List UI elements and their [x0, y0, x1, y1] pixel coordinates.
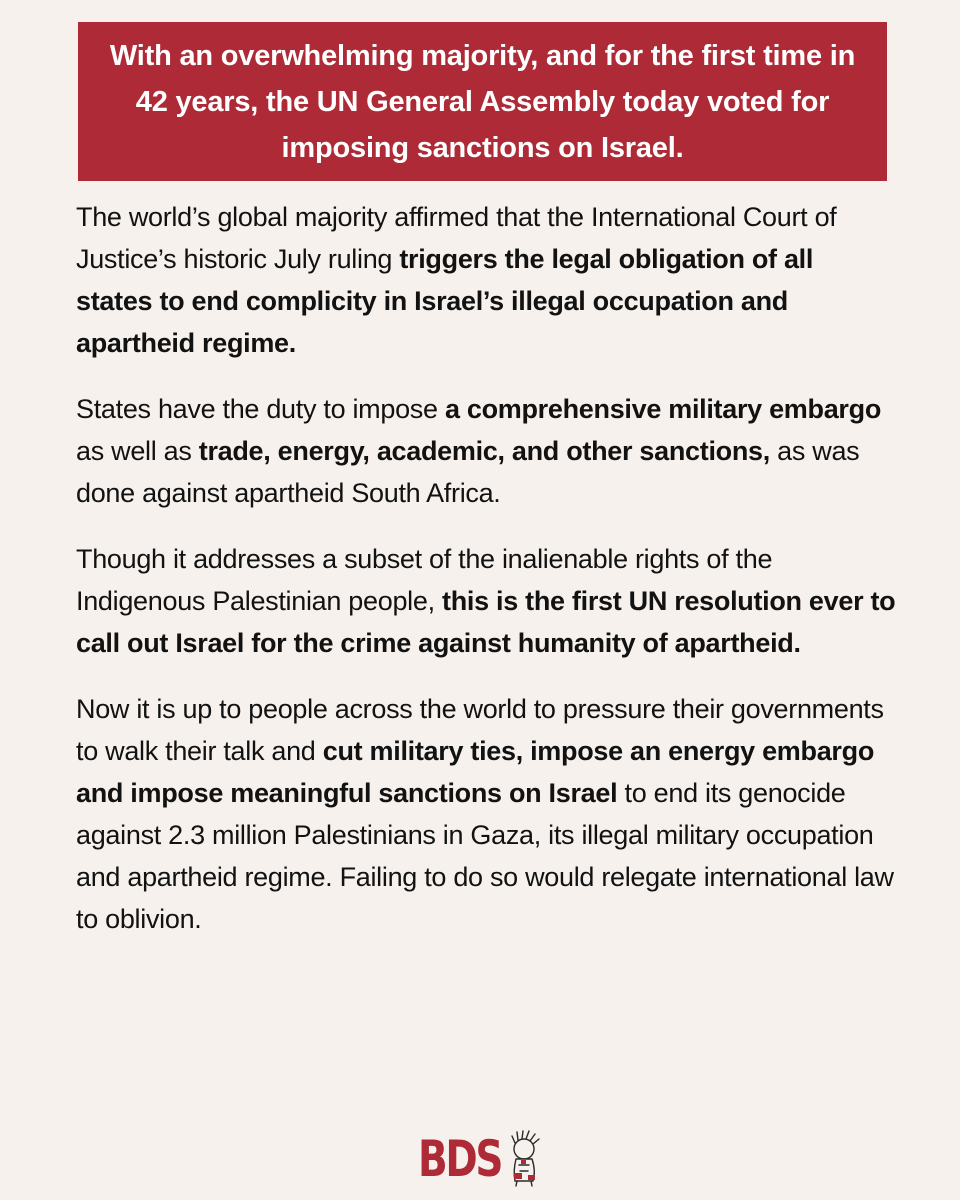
headline-banner [78, 22, 887, 181]
paragraph-text: as was done against apartheid South Africa. [76, 436, 860, 508]
paragraph-icj-ruling [76, 196, 896, 364]
paragraph-text: Now it is up to people across the world to pressure their governments to walk their talk and [76, 694, 884, 766]
handala-figure-icon [505, 1129, 545, 1189]
paragraph-call-to-action [76, 688, 896, 940]
paragraph-emphasis: this is the first UN resolution ever to call out Israel for the crime against humanity of apartheid. [76, 586, 896, 658]
paragraph-text: States have the duty to impose [76, 394, 445, 424]
paragraph-state-duty [76, 388, 896, 514]
paragraph-emphasis: trade, energy, academic, and other sanctions, [198, 436, 770, 466]
paragraph-emphasis: triggers the legal obligation of all states to end complicity in Israel’s illegal occupation and apartheid regime. [76, 244, 814, 358]
bds-logo [418, 1128, 545, 1190]
paragraph-text: as well as [76, 436, 199, 466]
paragraph-text: The world’s global majority affirmed that the International Court of Justice’s historic July ruling [76, 202, 837, 274]
paragraph-emphasis: a comprehensive military embargo [444, 394, 882, 424]
paragraph-emphasis: cut military ties, impose an energy embargo and impose meaningful sanctions on Israel [76, 736, 875, 808]
bds-logo-text: BDS [418, 1130, 502, 1188]
paragraph-first-resolution [76, 538, 896, 664]
paragraph-text: Though it addresses a subset of the inalienable rights of the Indigenous Palestinian people, [76, 544, 773, 616]
statement-body [76, 196, 896, 964]
headline-text: With an overwhelming majority, and for the first time in 42 years, the UN General Assembly today voted for imposing sanctions on Israel. [109, 39, 856, 164]
paragraph-text: to end its genocide against 2.3 million Palestinians in Gaza, its illegal military occupation and apartheid regime. Failing to do so would relegate international law to oblivion. [76, 778, 894, 934]
